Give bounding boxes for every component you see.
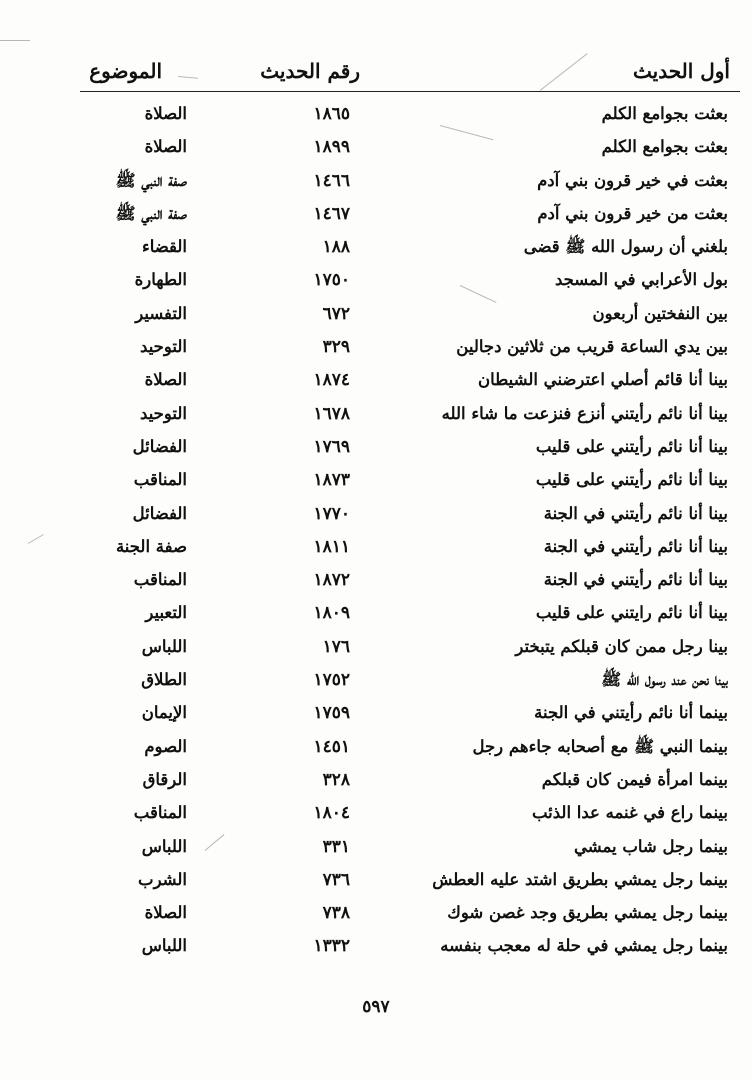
hadith-first-words: بينما رجل شاب يمشي (573, 836, 728, 856)
hadith-first-words: بينا أنا نائم رأيتني على قليب (535, 436, 728, 456)
hadith-number: ١٤٥١ (313, 736, 350, 757)
header-hadith-number: رقم الحديث (260, 59, 360, 83)
hadith-number: ١٨١١ (313, 536, 350, 557)
table-row (80, 599, 740, 632)
hadith-number: ٧٣٦ (322, 869, 350, 890)
hadith-first-words: بينما رجل يمشي بطريق وجد غصن شوك (447, 903, 728, 923)
page-number: ٥٩٧ (362, 997, 390, 1017)
hadith-topic: اللباس (141, 636, 187, 656)
hadith-topic: المناقب (133, 803, 187, 823)
table-row (80, 366, 740, 399)
table-row (80, 433, 740, 466)
hadith-topic: صفة النبي ﷺ (115, 170, 187, 190)
table-row (80, 200, 740, 233)
header-topic: الموضوع (89, 59, 162, 83)
table-row (80, 932, 740, 965)
hadith-first-words: بعثت بجوامع الكلم (601, 104, 728, 123)
hadith-index-table (80, 100, 740, 966)
hadith-topic: الصلاة (144, 370, 187, 390)
hadith-number: ١٣٣٢ (313, 936, 350, 957)
hadith-first-words: بينا أنا نائم رأيتني في الجنة (543, 536, 728, 556)
hadith-first-words: بينما رجل يمشي في حلة له معجب بنفسه (440, 936, 728, 956)
hadith-first-words: بينا أنا قائم أصلي اعترضني الشيطان (477, 370, 728, 390)
hadith-topic: الشرب (138, 869, 187, 889)
hadith-number: ٣٢٨ (322, 769, 350, 790)
table-row (80, 633, 740, 666)
hadith-first-words: بينما النبي ﷺ مع أصحابه جاءهم رجل (472, 736, 728, 756)
hadith-first-words: بعثت من خير قرون بني آدم (537, 203, 728, 223)
table-row (80, 733, 740, 766)
hadith-first-words: بينما أنا نائم رأيتني في الجنة (534, 703, 728, 723)
hadith-topic: الطهارة (134, 270, 187, 290)
table-row (80, 100, 740, 133)
hadith-topic: الرقاق (142, 769, 187, 789)
table-row (80, 799, 740, 832)
hadith-topic: التوحيد (140, 403, 187, 423)
table-row (80, 167, 740, 200)
hadith-number: ١٨٩٩ (313, 137, 350, 158)
hadith-first-words: بول الأعرابي في المسجد (554, 270, 728, 290)
hadith-topic: المناقب (133, 470, 187, 490)
hadith-topic: الصلاة (144, 137, 187, 157)
hadith-first-words: بينا أنا نائم رأيتني أنزع فنزعت ما شاء الله (441, 403, 728, 423)
hadith-topic: اللباس (141, 836, 187, 856)
hadith-topic: صفة الجنة (115, 536, 187, 556)
table-row (80, 899, 740, 932)
table-row (80, 699, 740, 732)
table-row (80, 466, 740, 499)
table-row (80, 133, 740, 166)
hadith-number: ١٤٦٦ (313, 170, 350, 191)
hadith-topic: الصلاة (144, 903, 187, 923)
hadith-first-words: بينا أنا نائم رأيتني على قليب (535, 470, 728, 490)
hadith-number: ١٨٦٥ (313, 104, 350, 124)
table-row (80, 300, 740, 333)
hadith-number: ٣٣١ (322, 836, 350, 857)
table-row (80, 866, 740, 899)
hadith-number: ١٧٥٩ (313, 703, 350, 724)
hadith-topic: التفسير (135, 303, 187, 323)
hadith-topic: اللباس (141, 936, 187, 956)
hadith-first-words: بينا أنا نائم رأيتني في الجنة (543, 570, 728, 590)
scan-mark (0, 40, 30, 41)
hadith-topic: الفضائل (132, 436, 187, 456)
hadith-first-words: بعثت في خير قرون بني آدم (537, 170, 728, 190)
hadith-topic: القضاء (141, 237, 187, 257)
table-row (80, 666, 740, 699)
hadith-number: ١٧٦ (322, 636, 350, 657)
table-row (80, 566, 740, 599)
scan-mark (28, 534, 44, 544)
table-row (80, 266, 740, 299)
hadith-topic: صفة النبي ﷺ (115, 203, 187, 223)
table-row (80, 533, 740, 566)
hadith-topic: الصوم (144, 736, 187, 756)
hadith-number: ٣٢٩ (322, 337, 350, 358)
table-row (80, 400, 740, 433)
hadith-topic: الطلاق (141, 670, 187, 690)
hadith-number: ١٨٧٤ (313, 370, 350, 391)
hadith-first-words: بين النفختين أربعون (592, 303, 728, 323)
hadith-number: ١٧٧٠ (313, 503, 350, 524)
table-row (80, 500, 740, 533)
hadith-topic: المناقب (133, 570, 187, 590)
hadith-number: ١٧٥٢ (313, 670, 350, 691)
hadith-number: ١٧٦٩ (313, 436, 350, 457)
hadith-number: ١٨٨ (322, 237, 350, 258)
table-row (80, 233, 740, 266)
hadith-first-words: بينا أنا نائم رأيتني في الجنة (543, 503, 728, 523)
hadith-topic: التعبير (145, 603, 187, 623)
hadith-first-words: بينا رجل ممن كان قبلكم يتبختر (515, 636, 728, 656)
hadith-number: ١٧٥٠ (313, 270, 350, 291)
hadith-number: ١٦٧٨ (313, 403, 350, 424)
table-header (80, 55, 740, 91)
hadith-number: ١٨٧٣ (313, 470, 350, 491)
hadith-first-words: بينا أنا نائم رايتني على قليب (535, 603, 728, 623)
hadith-number: ١٨٠٩ (313, 603, 350, 624)
hadith-number: ٦٧٢ (322, 303, 350, 324)
table-row (80, 833, 740, 866)
hadith-topic: التوحيد (140, 337, 187, 357)
hadith-first-words: بين يدي الساعة قريب من ثلاثين دجالين (456, 337, 728, 357)
hadith-number: ١٤٦٧ (313, 203, 350, 224)
hadith-topic: الفضائل (132, 503, 187, 523)
hadith-topic: الصلاة (144, 104, 187, 123)
hadith-first-words: بينما رجل يمشي بطريق اشتد عليه العطش (432, 869, 728, 889)
hadith-number: ١٨٠٤ (313, 803, 350, 824)
hadith-first-words: بينما امرأة فيمن كان قبلكم (541, 769, 728, 789)
hadith-first-words: بعثت بجوامع الكلم (601, 137, 728, 157)
table-row (80, 766, 740, 799)
hadith-first-words: بلغني أن رسول الله ﷺ قضى (523, 237, 728, 257)
hadith-number: ١٨٧٢ (313, 570, 350, 591)
hadith-number: ٧٣٨ (322, 903, 350, 924)
header-divider (80, 91, 740, 92)
hadith-topic: الإيمان (141, 703, 187, 723)
hadith-first-words: بينا نحن عند رسول الله ﷺ (601, 670, 728, 690)
hadith-first-words: بينما راع في غنمه عدا الذئب (531, 803, 728, 823)
table-row (80, 333, 740, 366)
header-first-words: أول الحديث (633, 59, 730, 83)
